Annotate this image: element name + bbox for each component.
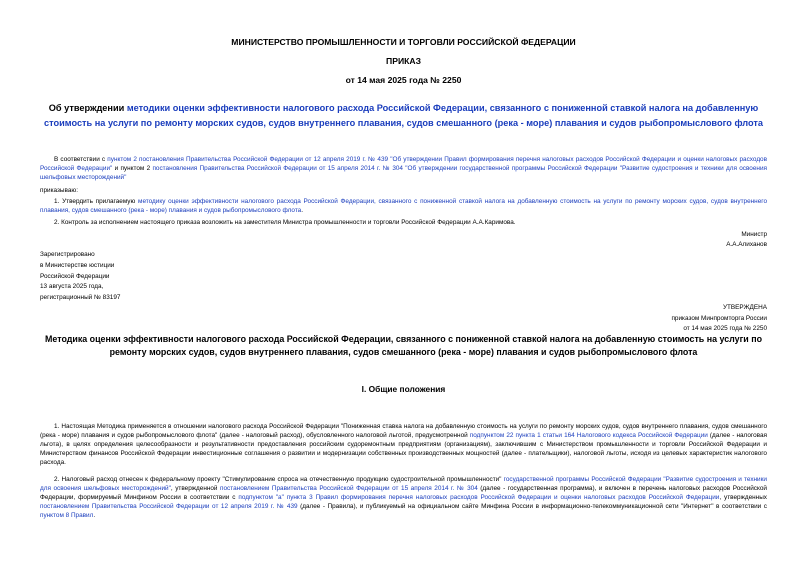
document-title: [40, 101, 767, 131]
approval-line-3: от 14 мая 2025 года № 2250: [683, 325, 767, 332]
item1-methodology-link[interactable]: методику оценки эффективности налогового расхода Российской Федерации, связанного с пониженной ставкой налога на добавленную стоимость на услуги по ремонту морских судов, судов внутреннего плавания, судов смешанного (река - море) плавания и судов рыбопромыслового флота: [40, 198, 768, 214]
p1-tax-code-link[interactable]: подпунктом 22 пункта 1 статьи 164 Налогового кодекса Российской Федерации: [469, 431, 708, 439]
p2-rules-point-8-link[interactable]: пунктом 8 Правил: [40, 511, 94, 519]
registration-line: регистрационный № 83197: [40, 294, 121, 302]
p2-text-b: , утвержденной: [170, 484, 221, 492]
p2-text-f: .: [93, 511, 96, 519]
document-type: ПРИКАЗ: [386, 56, 421, 66]
item1-prefix: 1. Утвердить прилагаемую: [54, 198, 139, 205]
p2-program-link[interactable]: государственной программы Российской Федерации "Развитие судостроения и техники для освоения шельфовых месторождений": [40, 476, 767, 492]
order-word: приказываю:: [40, 187, 78, 194]
section-heading: I. Общие положения: [361, 384, 446, 394]
p2-text-a: 2. Налоговый расход отнесен к федеральному проекту "Стимулирование спроса на отечественную продукцию судостроительной промышленности": [54, 476, 504, 483]
approval-line-2: приказом Минпромторга России: [671, 314, 767, 322]
registration-line: 13 августа 2025 года,: [40, 283, 104, 291]
section-paragraph-1: [40, 423, 767, 468]
p2-text-e: (далее - Правила), и публикуемый на официальном сайте Минфина России в информационно-телекоммуникационной сети "Интернет" в соответствии с: [297, 502, 767, 510]
approval-block: [671, 303, 767, 335]
p1-text-a: 1. Настоящая Методика применяется в отношении налогового расхода Российской Федерации "Пониженная ставка налога на добавленную стоимость на услуги по ремонту морских судов, судов внутреннего плавания, судов смешанного (река - море) плавания и судов рыбопромыслового флота" (далее - налоговый расход), обусловленного налоговой льготой, предусмотренной: [40, 423, 767, 439]
registration-line: Зарегистрировано: [40, 251, 95, 258]
title-prefix: Об утверждении: [48, 103, 127, 113]
preamble-paragraph: [40, 156, 767, 183]
item1-suffix: .: [301, 206, 304, 214]
signature-position: Министр: [741, 231, 767, 238]
signature-name: А.А.Алиханов: [726, 241, 767, 248]
preamble-text-1: В соответствии с: [54, 156, 108, 163]
title-methodology-link[interactable]: методики оценки эффективности налогового расхода Российской Федерации, связанного с пониженной ставкой налога на добавленную стоимость на услуги по ремонту морских судов, судов внутреннего плавания, судов смешанного (река - море) плавания и судов рыбопромыслового флота: [44, 103, 763, 128]
methodology-title: Методика оценки эффективности налогового расхода Российской Федерации, связанного с пониженной ставкой налога на добавленную стоимость на услуги по ремонту морских судов, судов внутреннего плавания, судов смешанного (река - море) плавания и судов рыбопромыслового флота: [45, 334, 762, 357]
preamble-link-rules-439[interactable]: пунктом 2 постановления Правительства Российской Федерации от 12 апреля 2019 г. № 439 "Об утверждении Правил формирования перечня налоговых расходов Российской Федерации и оценки налоговых расходов Российской Федерации": [40, 156, 768, 172]
registration-line: Российской Федерации: [40, 272, 110, 280]
preamble-text-2: и пунктом 2: [112, 164, 153, 172]
p2-text-c: (далее - государственная программа), и включен в перечень налоговых расходов Российской Федерации, формируемый Минфином России в соответствии с: [40, 484, 767, 501]
p2-text-d: , утвержденных: [719, 493, 768, 501]
p1-text-b: (далее - налоговая льгота), в целях определения целесообразности и результативности предоставления российским судоремонтным предприятиям (организациям), заключившим с Министерством промышленности и торговли Российской Федерации и Министерством финансов Российской Федерации инвестиционные соглашения о развитии и модернизации собственных производственных мощностей (далее - плательщики), налоговой льготы, исходя из целевых характеристик налогового расхода.: [40, 431, 767, 466]
p2-resolution-439-link[interactable]: постановлением Правительства Российской Федерации от 12 апреля 2019 г. № 439: [40, 502, 298, 510]
preamble-link-program-304[interactable]: постановления Правительства Российской Федерации от 15 апреля 2014 г. № 304 "Об утверждении государственной программы Российской Федерации "Развитие судостроения и техники для освоения шельфовых месторождений": [40, 164, 767, 181]
document-date-number: от 14 мая 2025 года № 2250: [345, 75, 462, 85]
approval-line-1: УТВЕРЖДЕНА: [722, 304, 767, 311]
order-item-1: [40, 198, 767, 216]
registration-block: [40, 250, 240, 304]
order-item-2: 2. Контроль за исполнением настоящего приказа возложить на заместителя Министра промышленности и торговли Российской Федерации А.А.Каримова.: [54, 219, 516, 226]
ministry-heading: МИНИСТЕРСТВО ПРОМЫШЛЕННОСТИ И ТОРГОВЛИ РОССИЙСКОЙ ФЕДЕРАЦИИ: [231, 37, 576, 47]
p2-resolution-304-link[interactable]: постановлением Правительства Российской Федерации от 15 апреля 2014 г. № 304: [220, 484, 478, 492]
registration-line: в Министерстве юстиции: [40, 261, 115, 269]
section-paragraph-2: [40, 476, 767, 521]
p2-rules-subparagraph-link[interactable]: подпунктом "а" пункта 3 Правил формирования перечня налоговых расходов Российской Федерации и оценки налоговых расходов Российской Федерации: [238, 493, 720, 501]
